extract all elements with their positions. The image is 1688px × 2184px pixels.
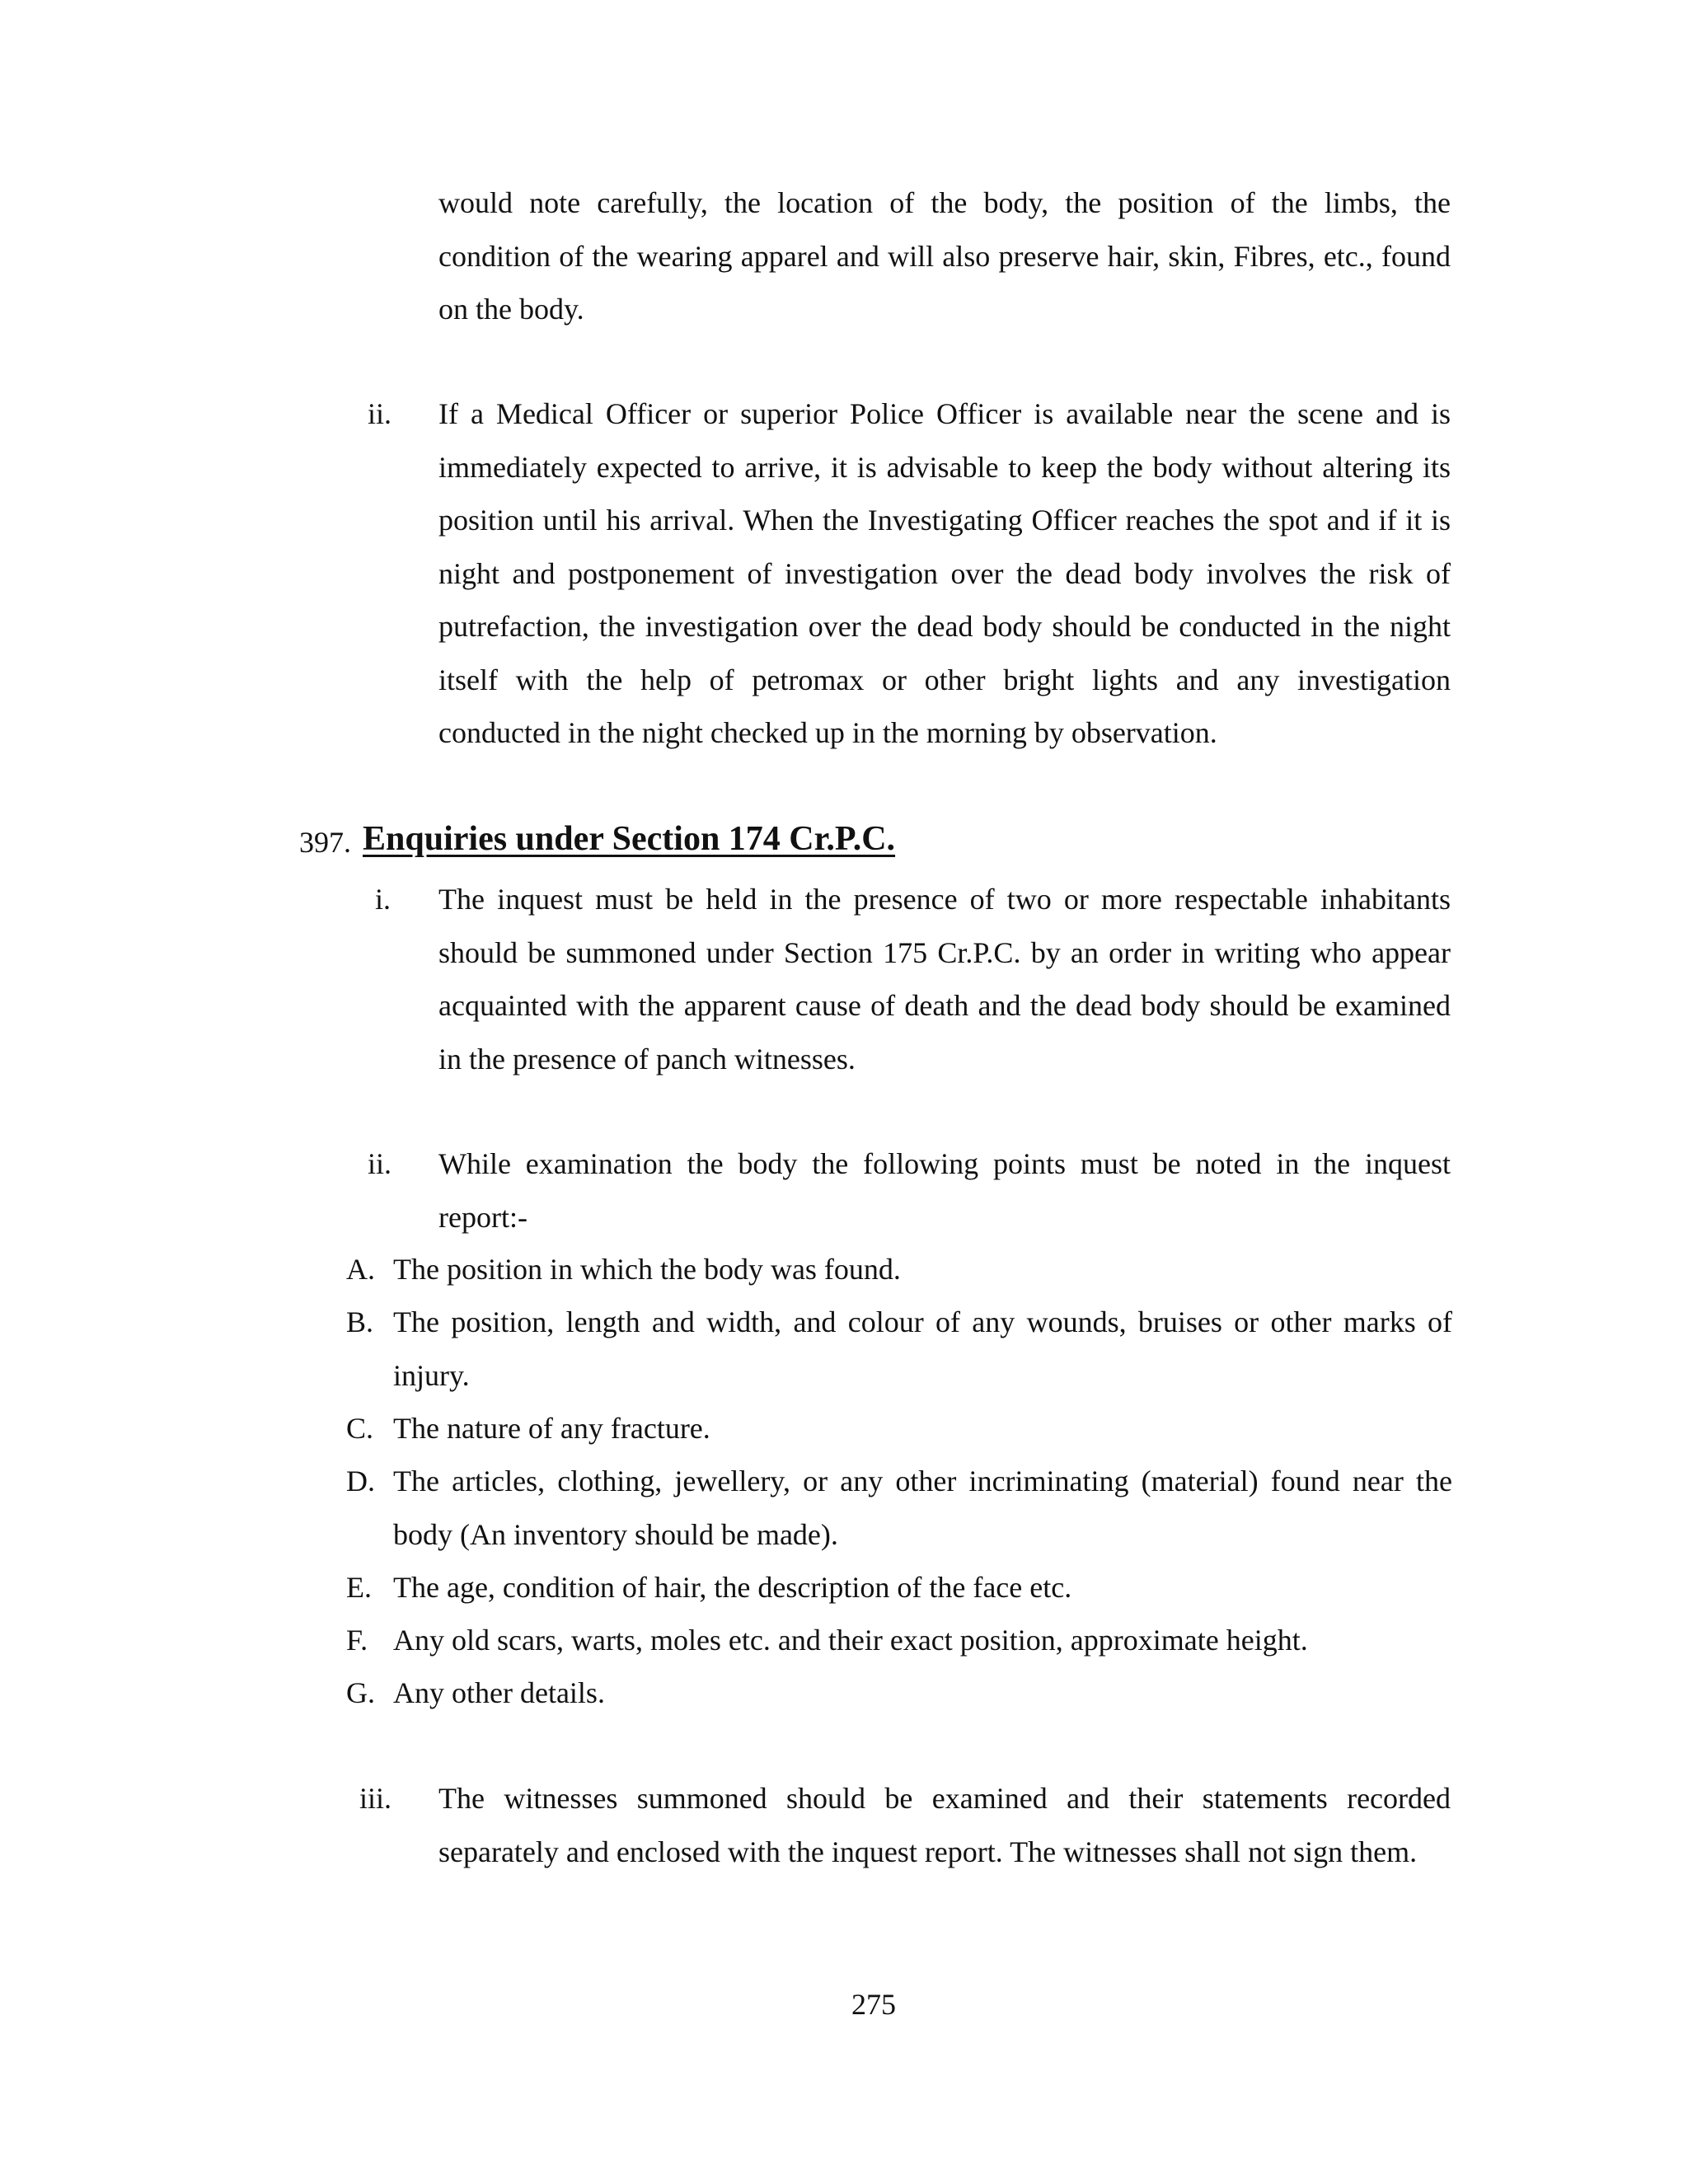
point-text: The position, length and width, and colour of any wounds, bruises or other marks of injury. [393,1305,1452,1392]
list-item-paragraph: If a Medical Officer or superior Police Officer is available near the scene and is immediately expected to arrive, it is advisable to keep the body without altering its position until his arrival. When the Investigating Officer reaches the spot and if it is night and postponement of investigation over the dead body involves the risk of putrefaction, the investigation over the dead body should be conducted in the night itself with the help of petromax or other bright lights and any investigation conducted in the night checked up in the morning by observation. [438,397,1451,749]
point-marker: G. [346,1676,375,1709]
point-marker: E. [346,1571,372,1604]
point-marker: B. [346,1305,374,1338]
continuation-paragraph: would note carefully, the location of the body, the position of the limbs, the condition of the wearing apparel and will also preserve hair, skin, Fibres, etc., found on the body. [438,186,1451,326]
page-number: 275 [851,1988,896,2021]
point-marker: F. [346,1624,368,1657]
point-marker: D. [346,1465,375,1497]
point-text: Any other details. [393,1676,605,1709]
section-heading: Enquiries under Section 174 Cr.P.C. [363,820,896,858]
section-number: 397. [299,826,351,859]
list-marker: i. [375,883,392,916]
point-marker: A. [346,1253,375,1286]
list-marker: iii. [359,1782,392,1815]
list-item-paragraph: While examination the body the following points must be noted in the inquest report:- [438,1147,1451,1234]
point-marker: C. [346,1412,374,1445]
point-text: The age, condition of hair, the description of the face etc. [393,1571,1072,1604]
point-text: The nature of any fracture. [393,1412,710,1445]
point-text: The articles, clothing, jewellery, or any other incriminating (material) found near the body (An inventory should be made). [393,1465,1452,1551]
list-marker: ii. [368,1147,392,1180]
point-text: The position in which the body was found. [393,1253,901,1286]
list-item-paragraph: The witnesses summoned should be examined and their statements recorded separately and enclosed with the inquest report. The witnesses shall not sign them. [438,1782,1451,1868]
list-marker: ii. [368,397,392,430]
point-text: Any old scars, warts, moles etc. and their exact position, approximate height. [393,1624,1308,1657]
list-item-paragraph: The inquest must be held in the presence of two or more respectable inhabitants should be summoned under Section 175 Cr.P.C. by an order in writing who appear acquainted with the apparent cause of death and the dead body should be examined in the presence of panch witnesses. [438,883,1451,1076]
